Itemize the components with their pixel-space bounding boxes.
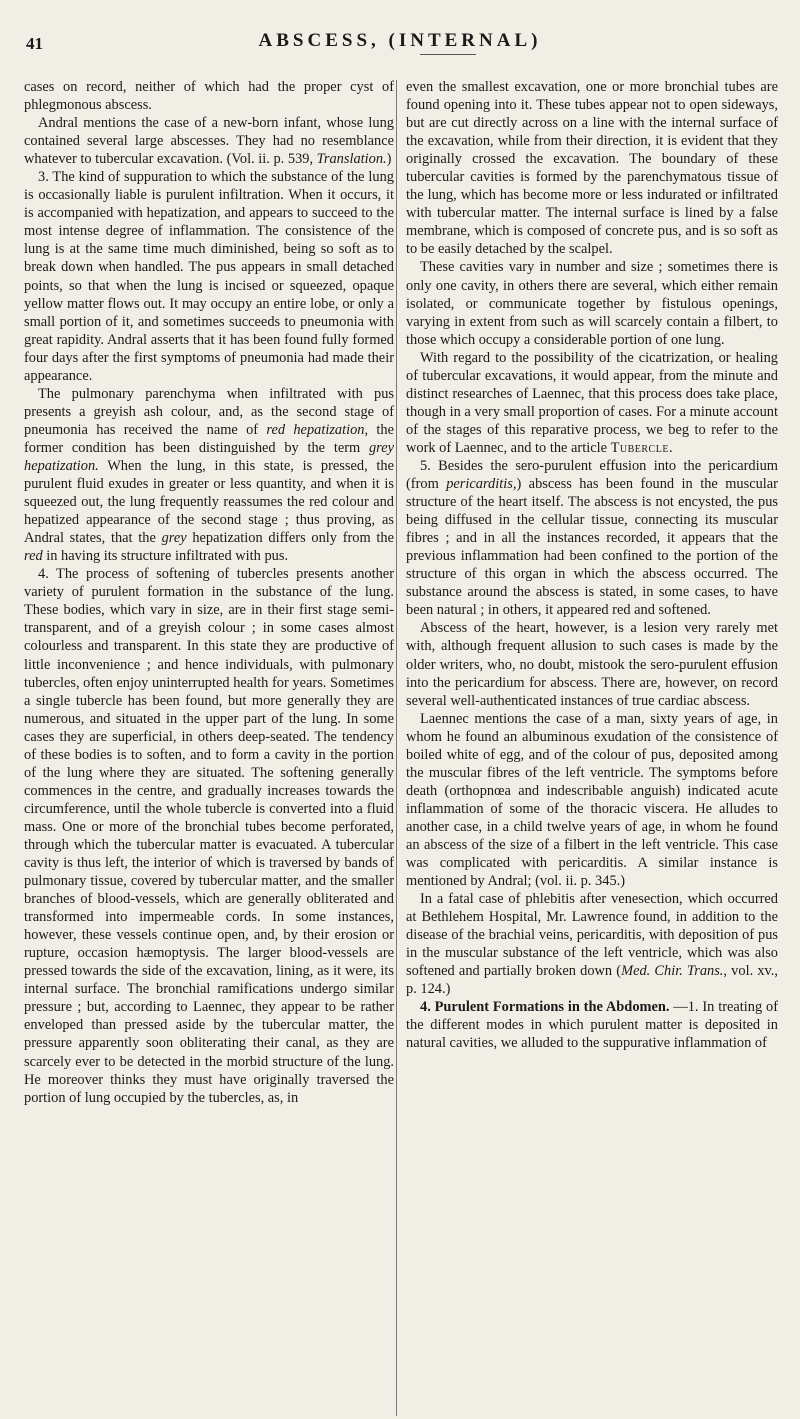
- paragraph: cases on record, neither of which had the proper cyst of phlegmonous abscess.: [24, 79, 394, 114]
- paragraph: 3. The kind of suppuration to which the substance of the lung is occasionally liable is purulent infiltration. When it occurs, it is accompanied with hepatization, and appears to succeed to the most intense degree of inflammation. The consistence of the lung is at the same time much diminished, being so soft as to break down when handled. The pus appears in small detached points, so that when the lung is incised or squeezed, opaque yellow matter flows out. It may occupy an entire lobe, or only a small portion of it, and sometimes succeeds to pneumonia with great rapidity. Andral asserts that it has been found fully formed four days after the first symptoms of pneumonia had made their appearance.: [24, 169, 394, 384]
- paragraph: 4. The process of softening of tubercles presents another variety of purulent formation in the substance of the lung. These bodies, which vary in size, are in their first stage semi-transparent, and of a greyish colour ; in some cases almost colourless and transparent. In this state they are productive of little inconvenience ; and hence individuals, with pulmonary tubercles, often enjoy uninterrupted health for years. Sometimes a single tubercle has been found, but more generally they are numerous, and situated in the upper part of the lung. In some cases they are superficial, in others deep-seated. The tendency of these bodies is to soften, and to form a cavity in the portion of the lung where they are situated. The softening generally commences in the centre, and gradually increases towards the circumference, until the whole tubercle is converted into a fluid mass. One or more of the bronchial tubes become perforated, through which the tubercular matter is evacuated. A tubercular cavity is thus left, the interior of which is traversed by bands of pulmonary tissue, covered by tubercular matter, and the smaller branches of blood-vessels, which are generally obliterated and transformed into impermeable cords. In some instances, however, these vessels continue open, and, by their erosion or rupture, occasion hæmoptysis. The larger blood-vessels are pressed towards the side of the excavation, lining, as it were, its internal surface. The bronchial ramifications undergo similar pressure ; but, according to Laennec, they appear to be rather enveloped than pressed aside by the tubercular matter, the pressure apparently soon obliterating their canal, as they are scarcely ever to be detected in the morbid structure of the lung. He moreover thinks they must have originally traversed the portion of lung occupied by the tubercles, as, in: [24, 566, 394, 1106]
- paragraph: The pulmonary parenchyma when infiltrated with pus presents a greyish ash colour, and, as the second stage of pneumonia has received the name of red hepatization, the former condition has been distinguished by the term grey hepatization. When the lung, in this state, is pressed, the purulent fluid exudes in greater or less quantity, and when it is squeezed out, the lung frequently reassumes the red colour and hepatized appearance of the second stage ; thus proving, as Andral states, that the grey hepatization differs only from the red in having its structure infiltrated with pus.: [24, 385, 394, 565]
- cross-reference: Tubercle: [610, 439, 669, 456]
- left-column: [24, 78, 394, 1107]
- paragraph: 4. Purulent Formations in the Abdomen. —1. In treating of the different modes in which purulent matter is deposited in natural cavities, we alluded to the suppurative inflammation of: [406, 999, 778, 1052]
- header-ornament-rule: [420, 54, 476, 55]
- paragraph: These cavities vary in number and size ; sometimes there is only one cavity, in others there are several, which either remain isolated, or communicate together by fistulous openings, varying in extent from such as will scarcely contain a filbert, to those which occupy a considerable portion of one lung.: [406, 259, 778, 348]
- paragraph: even the smallest excavation, one or more bronchial tubes are found opening into it. These tubes appear not to open sideways, but are cut directly across on a line with the internal surface of the excavation, while from their direction, it is evident that they originally crossed the excavation. The boundary of these tubercular cavities is formed by the parenchymatous tissue of the lung, which has become more or less indurated or infiltrated with tubercular matter. The internal surface is lined by a false membrane, which is composed of concrete pus, and is so soft as to be easily detached by the scalpel.: [406, 79, 778, 258]
- section-heading: 4. Purulent Formations in the Abdomen.: [420, 999, 670, 1016]
- running-title: ABSCESS, (INTERNAL): [258, 30, 542, 51]
- paragraph: Laennec mentions the case of a man, sixty years of age, in whom he found an albuminous exudation of the consistence of boiled white of egg, and of the colour of pus, deposited among the muscular fibres of the left ventricle. The symptoms before death (orthopnœa and indescribable anguish) indicated acute inflammation of some of the thoracic viscera. He alludes to another case, in a child twelve years of age, in whom he found an abscess of the size of a filbert in the left ventricle. This case was complicated with pericarditis. A similar instance is mentioned by Andral; (vol. ii. p. 345.): [406, 710, 778, 890]
- column-divider: [396, 80, 397, 1416]
- paragraph: In a fatal case of phlebitis after venesection, which occurred at Bethlehem Hospital, Mr. Lawrence found, in addition to the disease of the brachial veins, pericarditis, with deposition of pus in the muscular substance of the left ventricle, which was also softened and partially broken down (Med. Chir. Trans., vol. xv., p. 124.): [406, 891, 778, 998]
- paragraph: Abscess of the heart, however, is a lesion very rarely met with, although frequent allusion to such cases is made by the older writers, who, no doubt, mistook the sero-purulent effusion into the pericardium for abscess. There are, however, on record several well-authenticated instances of true cardiac abscess.: [406, 620, 778, 709]
- paragraph: 5. Besides the sero-purulent effusion into the pericardium (from pericarditis,) abscess has been found in the muscular structure of the heart itself. The abscess is not encysted, the pus being diffused in the cellular tissue, connecting its muscular fibres ; and in all the instances recorded, it appears that the previous inflammation had been confined to the portion of the structure of this organ in which the abscess occurred. The substance around the abscess is stated, in some cases, to have been natural ; in others, it appeared red and softened.: [406, 457, 778, 619]
- paragraph: Andral mentions the case of a new-born infant, whose lung contained several large abscesses. They had no resemblance whatever to tubercular excavation. (Vol. ii. p. 539, Translation.): [24, 115, 394, 168]
- page-number: 41: [26, 34, 43, 53]
- right-column: [406, 78, 778, 1053]
- paragraph: With regard to the possibility of the cicatrization, or healing of tubercular excavations, it would appear, from the minute and distinct researches of Laennec, that this process does take place, though in a very small proportion of cases. For a minute account of the stages of this reparative process, we beg to refer to the work of Laennec, and to the article Tubercle.: [406, 349, 778, 456]
